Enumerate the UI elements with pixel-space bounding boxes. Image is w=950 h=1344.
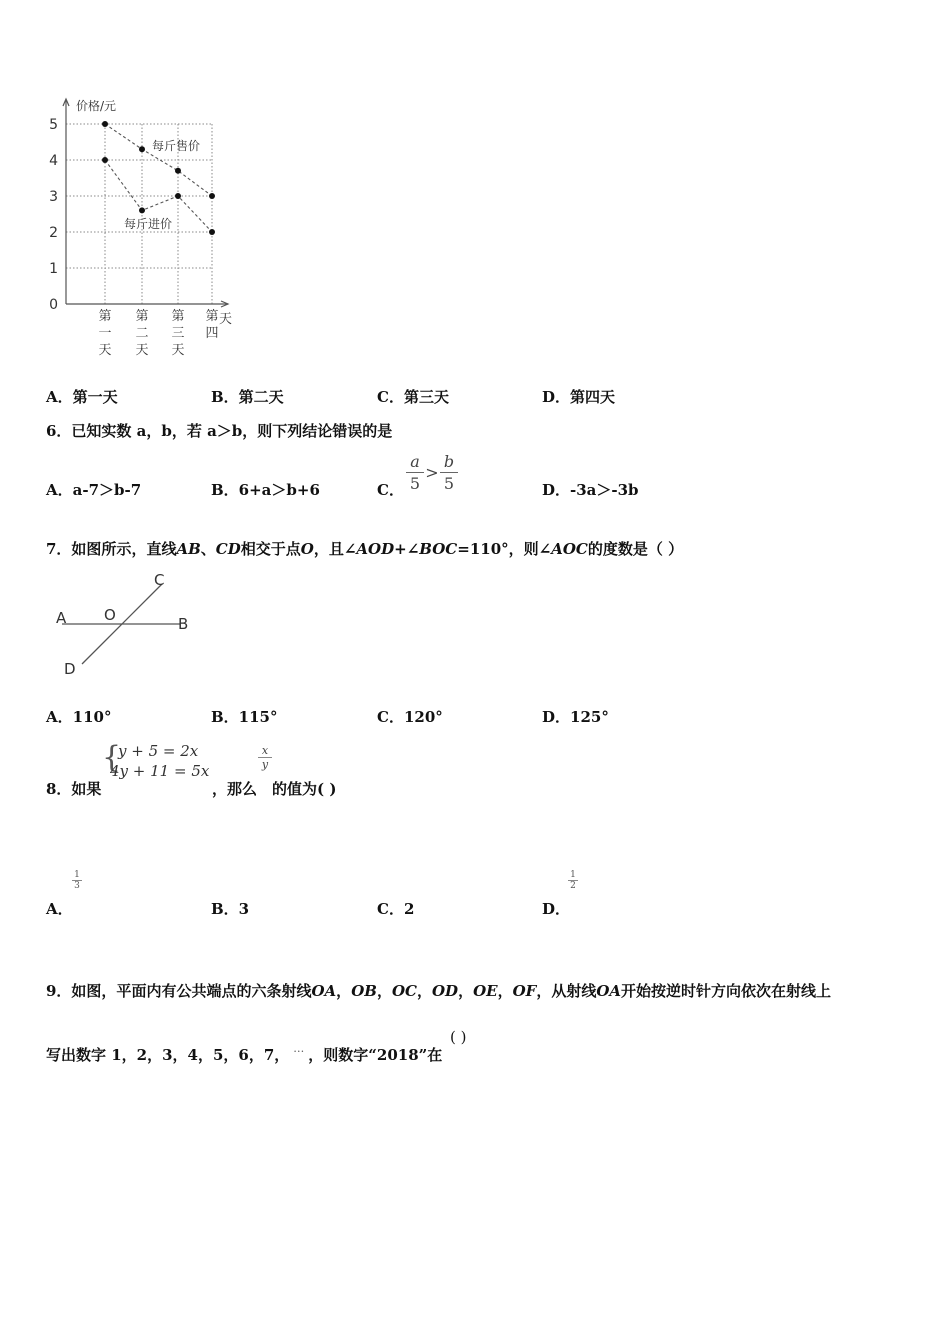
q8-option-d[interactable]: D．: [542, 900, 571, 918]
category-label: 四: [205, 326, 219, 341]
y-tick-label: 5: [49, 117, 58, 133]
data-point: [139, 146, 145, 152]
data-point: [139, 207, 145, 213]
q8-option-a[interactable]: A．: [46, 900, 73, 918]
y-tick-label: 1: [49, 261, 58, 277]
q6-option-d[interactable]: D．-3a＞-3b: [542, 481, 639, 499]
q6-frac-b-num: b: [443, 452, 455, 471]
x-axis-label: 天: [219, 312, 233, 327]
category-label: 一: [98, 326, 112, 341]
q7-stem-mid2: ，且∠: [313, 540, 357, 558]
category-label: 二: [135, 326, 149, 341]
data-point: [175, 193, 181, 199]
q5-option-b[interactable]: B．第二天: [211, 388, 284, 406]
q7-option-a[interactable]: A．110°: [46, 708, 112, 726]
q6-option-c[interactable]: [377, 479, 404, 500]
q5-option-c[interactable]: C．第三天: [377, 388, 449, 406]
q8-stem-start: 8．如果: [46, 780, 102, 798]
data-point: [175, 168, 181, 174]
data-point: [209, 193, 215, 199]
q7-stem-ab: AB: [176, 540, 201, 558]
ray-sep: ，: [416, 982, 432, 1000]
q8-frac-num: x: [261, 744, 269, 757]
category-label: 第: [205, 309, 219, 324]
q9-line1-oa: OA: [596, 982, 622, 1000]
category-label: 三: [171, 326, 185, 341]
q8-equation-1: y + 5 = 2x: [118, 742, 199, 760]
q9-line2-text: 写出数字 1，2，3，4，5，6，7，: [46, 1046, 290, 1064]
q6-frac-a-num: a: [410, 452, 420, 471]
q9-ellipsis: …: [293, 1042, 305, 1055]
q7-stem-end: 的度数是（ ）: [587, 540, 684, 558]
q7-option-d[interactable]: D．125°: [542, 708, 609, 726]
q7-stem: [46, 538, 683, 559]
label-a: A: [56, 609, 67, 627]
ray-sep: ，: [376, 982, 392, 1000]
q7-stem-aod: AOD: [356, 540, 395, 558]
q6-option-c-label: C．: [377, 481, 404, 499]
q7-stem-cd: CD: [215, 540, 241, 558]
ray-sep: ，: [458, 982, 474, 1000]
category-label: 天: [98, 343, 112, 358]
q8-option-d-num: 1: [570, 870, 576, 880]
q7-stem-boc: BOC: [419, 540, 458, 558]
ray-od: OD: [431, 982, 459, 1000]
ray-of: OF: [512, 982, 537, 1000]
data-point: [102, 157, 108, 163]
q6-option-b[interactable]: B．6+a＞b+6: [211, 481, 320, 499]
q7-stem-mid1: 相交于点: [240, 540, 301, 558]
q8-frac-xy: [258, 744, 272, 771]
q6-stem: 6．已知实数 a，b，若 a＞b，则下列结论错误的是: [46, 422, 393, 440]
category-label: 第: [98, 309, 112, 324]
q9-line1-end: 开始按逆时针方向依次在射线上: [621, 982, 832, 1000]
q7-option-b[interactable]: B．115°: [211, 708, 278, 726]
y-tick-label: 4: [49, 153, 58, 169]
price-line-chart: [40, 92, 250, 367]
q6-option-c-inequality: [404, 452, 464, 502]
q7-stem-prefix: 7．如图所示，直线: [46, 540, 177, 558]
series-label-sale: 每斤售价: [152, 139, 201, 153]
q6-frac-a-den: 5: [409, 474, 421, 493]
q8-option-a-frac: [72, 870, 82, 891]
q5-option-d[interactable]: D．第四天: [542, 388, 616, 406]
q8-stem-mid: ，那么: [212, 780, 258, 798]
q6-gt-sign: >: [425, 463, 439, 482]
q8-option-a-num: 1: [74, 870, 80, 880]
y-tick-label: 2: [49, 225, 58, 241]
category-label: 第: [135, 309, 149, 324]
q7-stem-plus: +∠: [394, 540, 420, 558]
q8-option-b[interactable]: B．3: [211, 900, 250, 918]
q7-stem-mid3: =110°，则∠: [457, 540, 552, 558]
q8-option-a-den: 3: [74, 881, 80, 891]
ray-oa: OA: [311, 982, 337, 1000]
ray-sep: ，: [497, 982, 513, 1000]
q6-option-a[interactable]: A．a-7＞b-7: [46, 481, 142, 499]
data-point: [102, 121, 108, 127]
q7-stem-sep: 、: [200, 540, 216, 558]
q9-line1-mid: ，从射线: [536, 982, 597, 1000]
category-label: 天: [171, 343, 185, 358]
q5-option-a[interactable]: A．第一天: [46, 388, 118, 406]
q7-line-figure: [50, 568, 200, 678]
category-label: 天: [135, 343, 149, 358]
q9-line-1: [46, 980, 831, 1001]
data-point: [209, 229, 215, 235]
y-axis-label: 价格/元: [76, 99, 117, 113]
q6-frac-b-den: 5: [443, 474, 455, 493]
series-label-cost: 每斤进价: [124, 217, 173, 231]
q9-line2-end: ，则数字“2018”在: [308, 1046, 443, 1064]
q9-answer-paren: ( ): [450, 1028, 467, 1046]
q7-stem-o: O: [300, 540, 314, 558]
ray-oc: OC: [391, 982, 417, 1000]
label-o: O: [104, 606, 116, 624]
q7-option-c[interactable]: C．120°: [377, 708, 443, 726]
category-label: 第: [171, 309, 185, 324]
ray-sep: ，: [336, 982, 352, 1000]
label-b: B: [178, 615, 189, 633]
chart-labels: [49, 98, 232, 358]
q9-line1-prefix: 9．如图，平面内有公共端点的六条射线: [46, 982, 312, 1000]
q8-option-d-den: 2: [570, 881, 576, 891]
ray-ob: OB: [351, 982, 377, 1000]
y-tick-label: 3: [49, 189, 58, 205]
q8-frac-den: y: [261, 758, 269, 771]
q8-option-d-frac: [568, 870, 578, 891]
y-tick-label: 0: [49, 297, 58, 313]
chart-axes: [63, 99, 228, 307]
system-brace: {: [102, 740, 122, 775]
q9-line-2: [46, 1042, 442, 1065]
label-c: C: [154, 571, 165, 589]
q8-equation-2: 4y + 11 = 5x: [110, 762, 210, 780]
ray-oe: OE: [473, 982, 498, 1000]
q8-stem-end: 的值为( ): [272, 780, 337, 798]
q8-option-c[interactable]: C．2: [377, 900, 415, 918]
q7-stem-aoc: AOC: [551, 540, 588, 558]
label-d: D: [64, 660, 76, 678]
